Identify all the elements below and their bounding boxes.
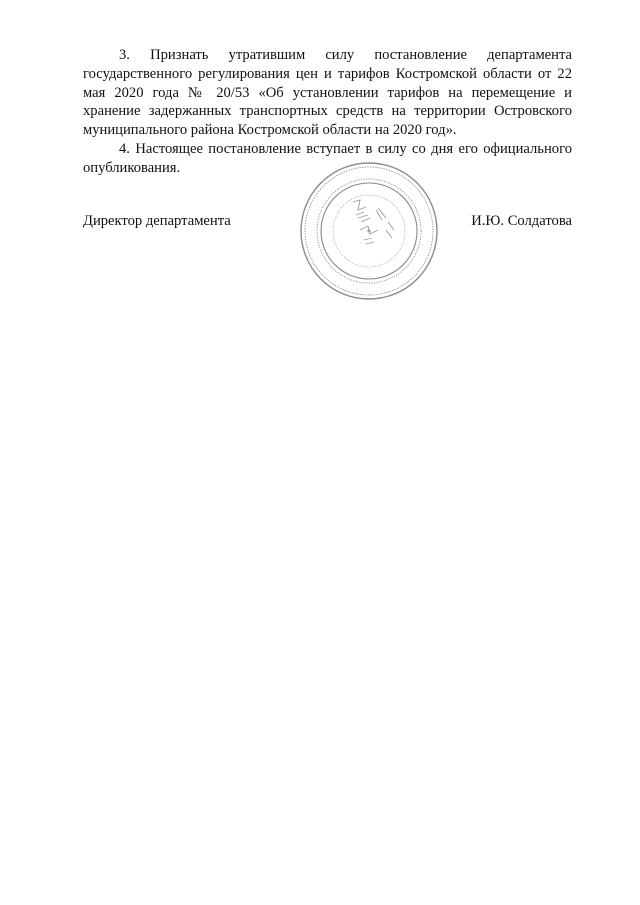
paragraph-4-text: Настоящее постановление вступает в силу со дня его официального опубликования. [83, 140, 572, 176]
official-seal-icon [298, 160, 440, 302]
signatory-name: И.Ю. Солдатова [471, 213, 572, 229]
paragraph-3-text: Признать утратившим силу постановление департамента государственного регулирования цен и тарифов Костромской области от 22 мая 2020 года № 20/53 «Об установлении тарифов на перемещение и хранение задержанных транспортных средств на территории Островского муниципального района Костромской области на 2020 год». [83, 47, 572, 139]
signatory-position: Директор департамента [83, 213, 231, 229]
paragraph-4-number: 4. [119, 140, 130, 157]
paragraph-3-number: 3. [119, 47, 130, 63]
document-body [83, 46, 572, 178]
paragraph-3 [83, 46, 572, 140]
